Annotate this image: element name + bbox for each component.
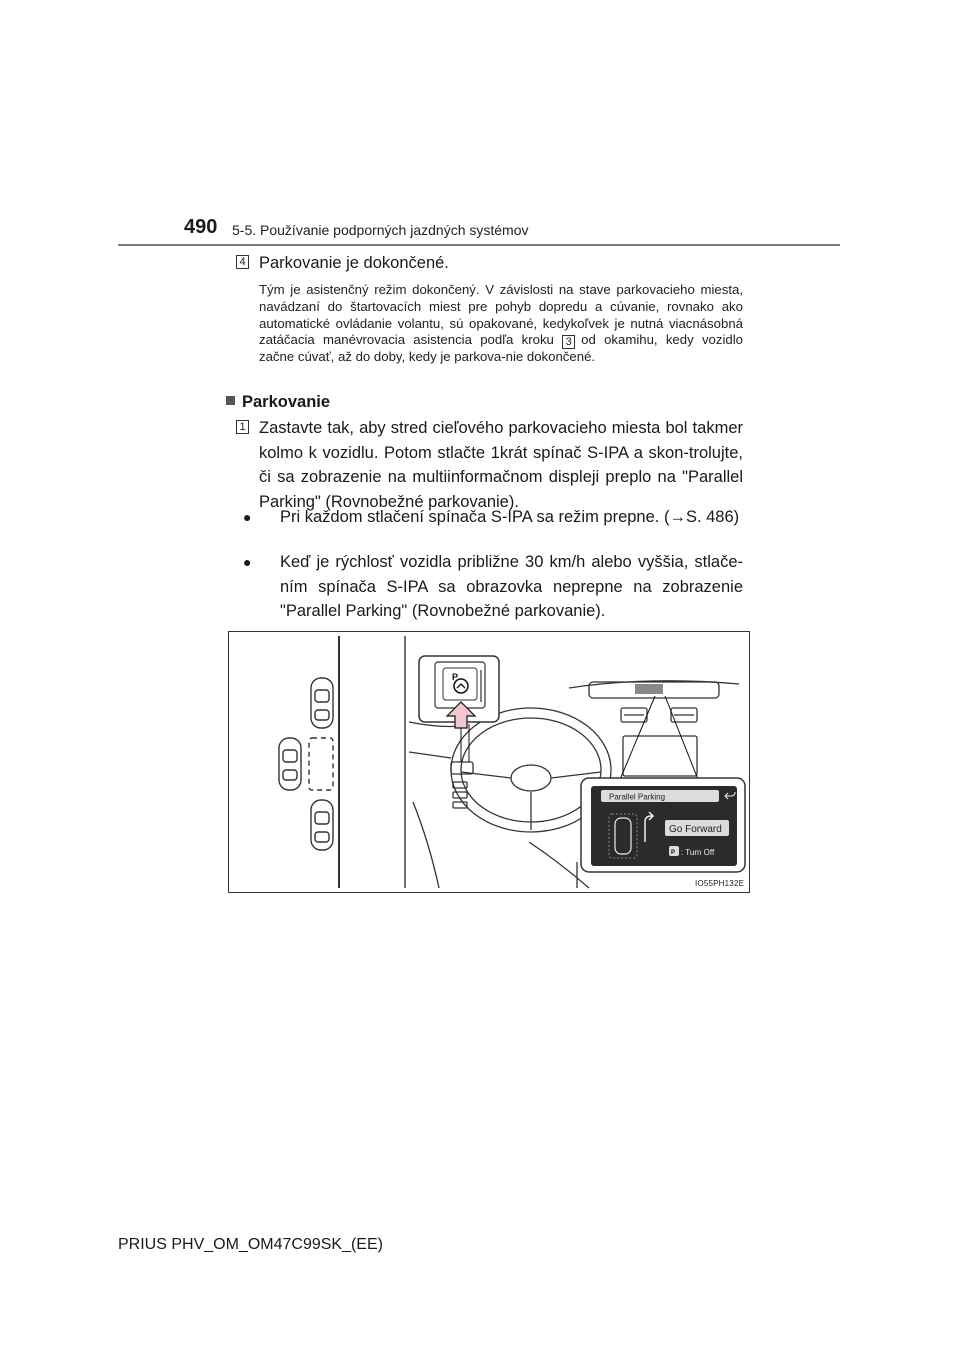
display-title: Parallel Parking: [609, 792, 666, 802]
step-1-text: Zastavte tak, aby stred cieľového parkovacieho miesta bol takmer kolmo k vozidlu. Potom stlačte 1krát spínač S-IPA a skon-trolujte, či sa zobrazenie na multiinformačnom displeji preplo na "Parallel Parking" (Rovnobežné parkovanie).: [259, 419, 743, 511]
step-4-description-part2: od okamihu, kedy vozidlo začne cúvať, až do doby, kedy je parkova-nie dokončené.: [259, 332, 743, 365]
square-bullet-icon: [226, 396, 235, 405]
parking-heading: [226, 393, 330, 412]
parking-illustration: [228, 631, 750, 893]
switch-inset: [419, 656, 499, 728]
bullet-1-text: Pri každom stlačení spínača S-IPA sa režim prepne. (→S. 486): [280, 508, 740, 526]
parked-car-rear-icon: [311, 800, 333, 850]
section-title: 5-5. Používanie podporných jazdných systémov: [232, 222, 529, 238]
step-1-marker: 1: [236, 420, 249, 434]
turn-off-label: : Turn Off: [681, 848, 715, 857]
figure-code: IO55PH132E: [695, 879, 745, 888]
step-3-reference: 3: [562, 335, 575, 349]
step-4-title: Parkovanie je dokončené.: [259, 254, 449, 272]
own-car-icon: [279, 738, 301, 790]
illustration-svg: [229, 632, 749, 892]
target-parking-space: [309, 738, 333, 790]
header-rule: [118, 244, 840, 246]
footer-doc-id: PRIUS PHV_OM_OM47C99SK_(EE): [118, 1236, 383, 1253]
page-number: 490: [184, 216, 218, 238]
parking-heading-text: Parkovanie: [242, 393, 331, 411]
step-4-description-part1: Tým je asistenčný režim dokončený. V závislosti na stave parkovacieho miesta, navádzaní do štartovacích miest pre pohyb dopredu a cúvanie, rovnako ako automatické ovládanie volantu, sú opakované, kedykoľvek je nutná viacnásobná zatáčacia manévrovacia asistencia podľa kroku: [259, 282, 743, 348]
parked-car-front-icon: [311, 678, 333, 728]
bullet-dot-icon: ●: [243, 509, 252, 525]
bullet-dot-icon: ●: [243, 554, 252, 570]
switch-p-label: P: [452, 672, 459, 682]
step-4-description: [259, 282, 743, 366]
bullet-2-text: Keď je rýchlosť vozidla približne 30 km/h alebo vyššia, stlače-ním spínača S-IPA sa obrazovka neprepne na zobrazenie "Parallel Parking" (Rovnobežné parkovanie).: [280, 553, 743, 620]
step-4-marker: 4: [236, 255, 249, 269]
go-forward-label: Go Forward: [669, 824, 722, 835]
turn-off-p-icon: P: [671, 850, 676, 856]
display-inset: [581, 778, 745, 872]
top-view-scene: [279, 636, 405, 888]
